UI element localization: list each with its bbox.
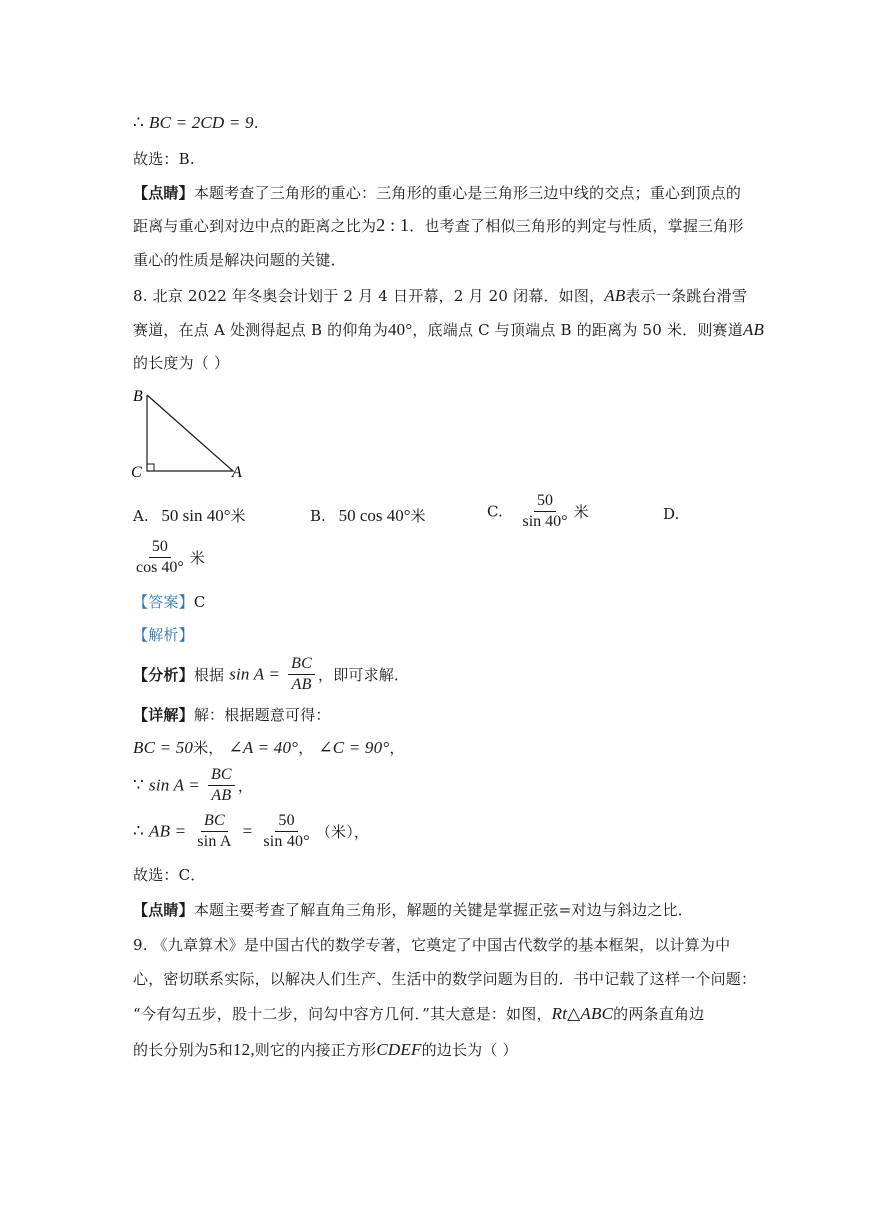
angle-a: ∠A = 40°	[228, 738, 299, 757]
q9-line-1: 9. 《九章算术》是中国古代的数学专著，它奠定了中国古代数学的基本框架，以计算为中	[133, 936, 731, 954]
q8-text-c: 赛道，在点 A 处测得起点 B 的仰角为	[133, 321, 388, 339]
q8-text-d: ，底端点 C 与顶端点 B 的距离为 50 米．则赛道	[412, 321, 743, 339]
q9-text-4a: 的长分别为	[133, 1041, 210, 1059]
q8-text-a: 8. 北京 2022 年冬奥会计划于 2 月 4 日开幕，2 月 20 闭幕．如图，	[133, 287, 605, 305]
q9-line-3	[133, 1003, 704, 1024]
option-d[interactable]	[130, 537, 205, 578]
step-3	[133, 811, 369, 852]
choice-c-line: 故选：C．	[133, 866, 206, 884]
step-1-end: ，	[389, 739, 405, 757]
option-d-fraction	[133, 537, 187, 578]
step-3-fraction-1	[194, 811, 234, 852]
leg-12: 12,	[232, 1040, 255, 1059]
note-2-text: 本题主要考查了解直角三角形，解题的关键是掌握正弦=对边与斜边之比．	[193, 901, 693, 919]
answer-line	[133, 591, 206, 612]
q8-line-3: 的长度为（ ）	[133, 354, 230, 372]
step-2-denominator: AB	[211, 787, 232, 804]
q9-text-4b: 则它的内接正方形	[254, 1041, 377, 1059]
q8-line-1	[133, 285, 747, 306]
option-c[interactable]	[487, 491, 589, 532]
option-d-denominator: cos 40°	[136, 559, 184, 576]
step-2-numerator: BC	[208, 765, 235, 786]
note-tag: 【点睛】	[133, 184, 194, 202]
unit-m: 米，	[193, 739, 224, 757]
equals: =	[242, 821, 253, 841]
q9-line-2: 心，密切联系实际，以解决人们生产、生活中的数学问题为目的．书中记载了这样一个问题：	[133, 970, 757, 988]
analysis-tag: 【解析】	[133, 626, 194, 644]
step-2	[133, 765, 253, 806]
step-2-fraction	[208, 765, 235, 806]
step-3-numerator-2: 50	[275, 811, 297, 832]
fenxi-sin: sin A =	[229, 664, 281, 684]
option-d-unit: 米	[189, 549, 205, 567]
q9-and: 和	[217, 1041, 233, 1059]
option-c-denominator: sin 40°	[522, 513, 568, 530]
angle-c: ∠C = 90°	[318, 738, 390, 757]
step-3-end: （米），	[315, 823, 370, 841]
step-1	[133, 737, 405, 758]
fenxi-text-b: ，即可求解．	[318, 666, 410, 684]
step-3-fraction-2	[260, 811, 312, 852]
fenxi-fraction	[288, 654, 315, 695]
therefore-symbol: ∴	[133, 113, 145, 132]
q9-line-4	[133, 1039, 518, 1060]
ratio: 2 : 1	[376, 215, 410, 235]
period: .	[253, 114, 259, 132]
step-3-denominator-1: sin A	[197, 833, 232, 850]
q8-text-b: 表示一条跳台滑雪	[625, 287, 748, 305]
option-a-label: A.	[133, 507, 149, 525]
triangle-outline	[147, 395, 233, 471]
xiangjie-tag: 【详解】	[133, 706, 194, 724]
step-3-numerator-1: BC	[201, 811, 228, 832]
square-cdef: CDEF	[376, 1040, 422, 1059]
xiangjie-text: 解：根据题意可得：	[193, 706, 331, 724]
ab-symbol-2: AB	[742, 320, 765, 339]
fenxi-text-a: 根据	[193, 666, 225, 684]
option-c-fraction	[520, 491, 571, 532]
fenxi-tag: 【分析】	[133, 666, 194, 684]
answer-value: C	[193, 593, 206, 611]
right-angle-mark	[147, 464, 154, 471]
option-a[interactable]	[133, 505, 246, 526]
triangle-figure	[128, 384, 258, 484]
option-a-math: 50 sin 40°	[161, 506, 231, 525]
conclusion-line	[133, 113, 259, 133]
note-text-2b: ．也考查了相似三角形的判定与性质，掌握三角形	[409, 217, 744, 235]
separator: ，	[298, 739, 314, 757]
leg-5: 5	[209, 1040, 218, 1059]
ab-symbol: AB	[604, 286, 626, 305]
answer-tag: 【答案】	[133, 593, 194, 611]
option-a-unit: 米	[230, 507, 246, 525]
q9-text-3a: “今有勾五步，股十二步，问勾中容方几何．”其大意是：如图，	[133, 1005, 552, 1023]
step-3-denominator-2: sin 40°	[263, 833, 310, 850]
bc-equation: BC = 2CD = 9	[149, 113, 254, 132]
fenxi-numerator: BC	[288, 654, 315, 675]
rt-triangle: Rt△ABC	[551, 1004, 614, 1023]
option-c-numerator: 50	[534, 491, 556, 512]
bc-value: BC = 50	[133, 738, 194, 757]
angle-40: 40°	[387, 320, 413, 339]
option-d-label-wrap[interactable]	[663, 505, 679, 523]
option-c-unit: 米	[573, 503, 589, 521]
label-b: B	[133, 388, 143, 405]
choice-b-line: 故选：B.	[133, 150, 195, 168]
therefore-symbol-2: ∴	[133, 821, 145, 841]
step-3-ab: AB =	[149, 821, 187, 841]
label-a: A	[232, 464, 242, 481]
fenxi-line	[133, 654, 409, 695]
option-b-label: B.	[310, 507, 326, 525]
option-b-math: 50 cos 40°	[338, 506, 411, 525]
note-line-3: 重心的性质是解决问题的关键．	[133, 251, 346, 269]
q8-line-2	[133, 319, 764, 340]
note-text-2a: 距离与重心到对边中点的距离之比为	[133, 217, 377, 235]
option-d-label: D.	[663, 505, 680, 523]
q9-text-4c: 的边长为（ ）	[421, 1041, 518, 1059]
because-symbol: ∵	[133, 775, 145, 795]
note-2-tag: 【点睛】	[133, 901, 194, 919]
label-c: C	[131, 464, 142, 481]
note-2-line	[133, 899, 693, 920]
note-text: 本题考查了三角形的重心：三角形的重心是三角形三边中线的交点；重心到顶点的	[193, 184, 742, 202]
xiangjie-line	[133, 704, 331, 725]
option-d-numerator: 50	[149, 537, 171, 558]
note-line-2	[133, 215, 744, 236]
option-c-label: C.	[487, 502, 503, 521]
note-line-1	[133, 182, 741, 203]
step-2-end: ，	[237, 777, 254, 795]
q9-text-3b: 的两条直角边	[613, 1005, 705, 1023]
option-b-unit: 米	[410, 507, 426, 525]
step-2-sin: sin A =	[149, 775, 200, 795]
option-b[interactable]	[310, 505, 426, 526]
fenxi-denominator: AB	[291, 676, 312, 693]
